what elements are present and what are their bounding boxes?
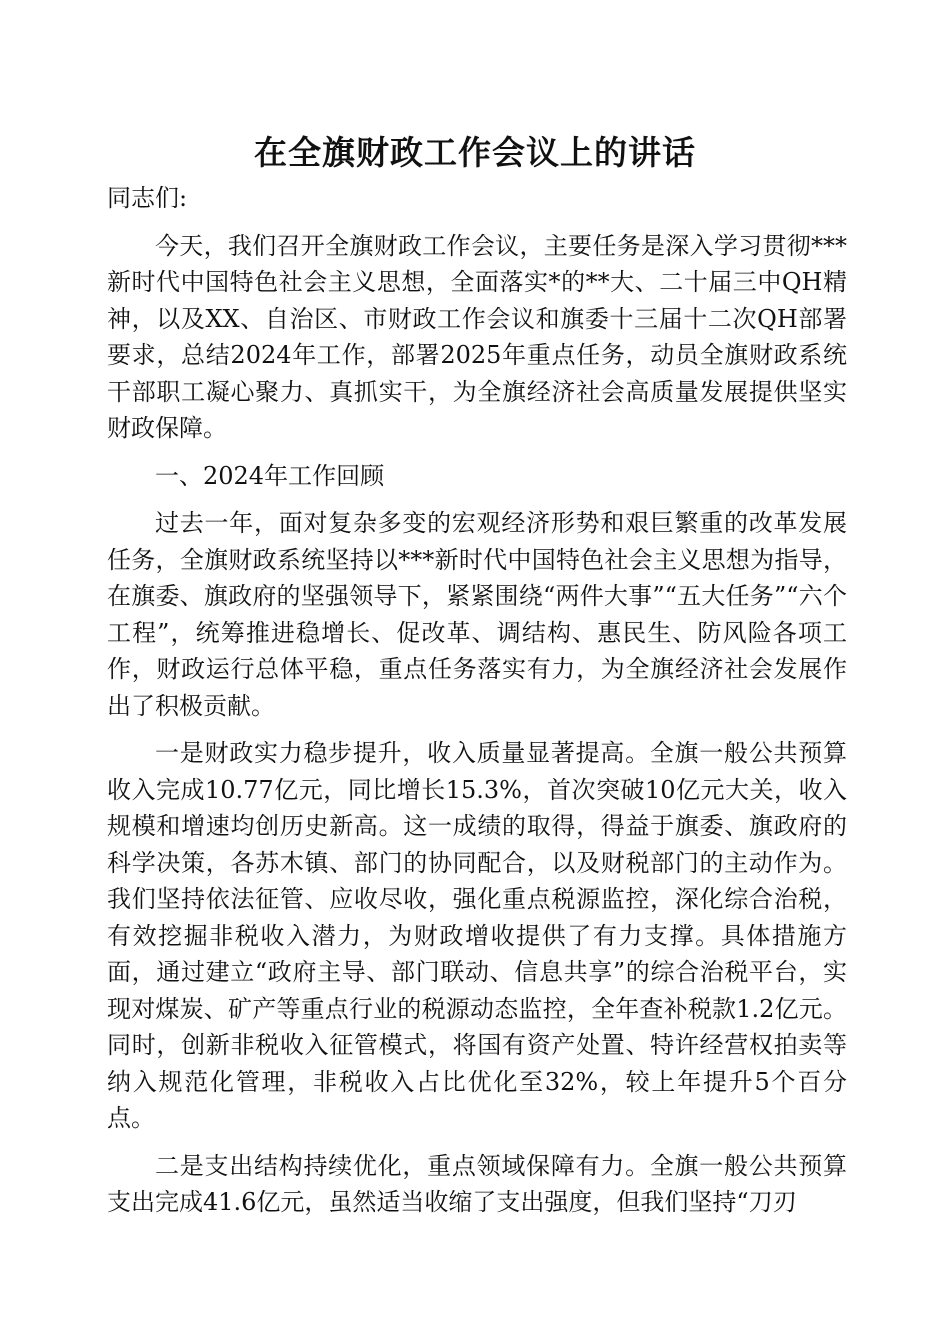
paragraph-overview: 过去一年，面对复杂多变的宏观经济形势和艰巨繁重的改革发展任务，全旗财政系统坚持以***新时代中国特色社会主义思想为指导，在旗委、旗政府的坚强领导下，紧紧围绕“两件大事”“五大任务”“六个工程”，统筹推进稳增长、促改革、调结构、惠民生、防风险各项工作，财政运行总体平稳，重点任务落实有力，为全旗经济社会发展作出了积极贡献。	[107, 509, 847, 720]
salutation: 同志们:	[107, 184, 188, 212]
paragraph-revenue: 一是财政实力稳步提升，收入质量显著提高。全旗一般公共预算收入完成10.77亿元，同比增长15.3%，首次突破10亿元大关，收入规模和增速均创历史新高。这一成绩的取得，得益于旗委、旗政府的科学决策，各苏木镇、部门的协同配合，以及财税部门的主动作为。我们坚持依法征管、应收尽收，强化重点税源监控，深化综合治税，有效挖掘非税收入潜力，为财政增收提供了有力支撑。具体措施方面，通过建立“政府主导、部门联动、信息共享”的综合治税平台，实现对煤炭、矿产等重点行业的税源动态监控，全年查补税款1.2亿元。同时，创新非税收入征管模式，将国有资产处置、特许经营权拍卖等纳入规范化管理，非税收入占比优化至32%，较上年提升5个百分点。	[107, 739, 847, 1132]
paragraph-expenditure: 二是支出结构持续优化，重点领域保障有力。全旗一般公共预算支出完成41.6亿元，虽然适当收缩了支出强度，但我们坚持“刀刃	[107, 1151, 847, 1216]
document-body	[107, 180, 847, 1232]
section-heading-review: 一、2024年工作回顾	[155, 461, 385, 490]
paragraph-intro: 今天，我们召开全旗财政工作会议，主要任务是深入学习贯彻***新时代中国特色社会主义思想，全面落实*的**大、二十届三中QH精神，以及XX、自治区、市财政工作会议和旗委十三届十二次QH部署要求，总结2024年工作，部署2025年重点任务，动员全旗财政系统干部职工凝心聚力、真抓实干，为全旗经济社会高质量发展提供坚实财政保障。	[107, 231, 847, 442]
document-title: 在全旗财政工作会议上的讲话	[254, 133, 696, 172]
